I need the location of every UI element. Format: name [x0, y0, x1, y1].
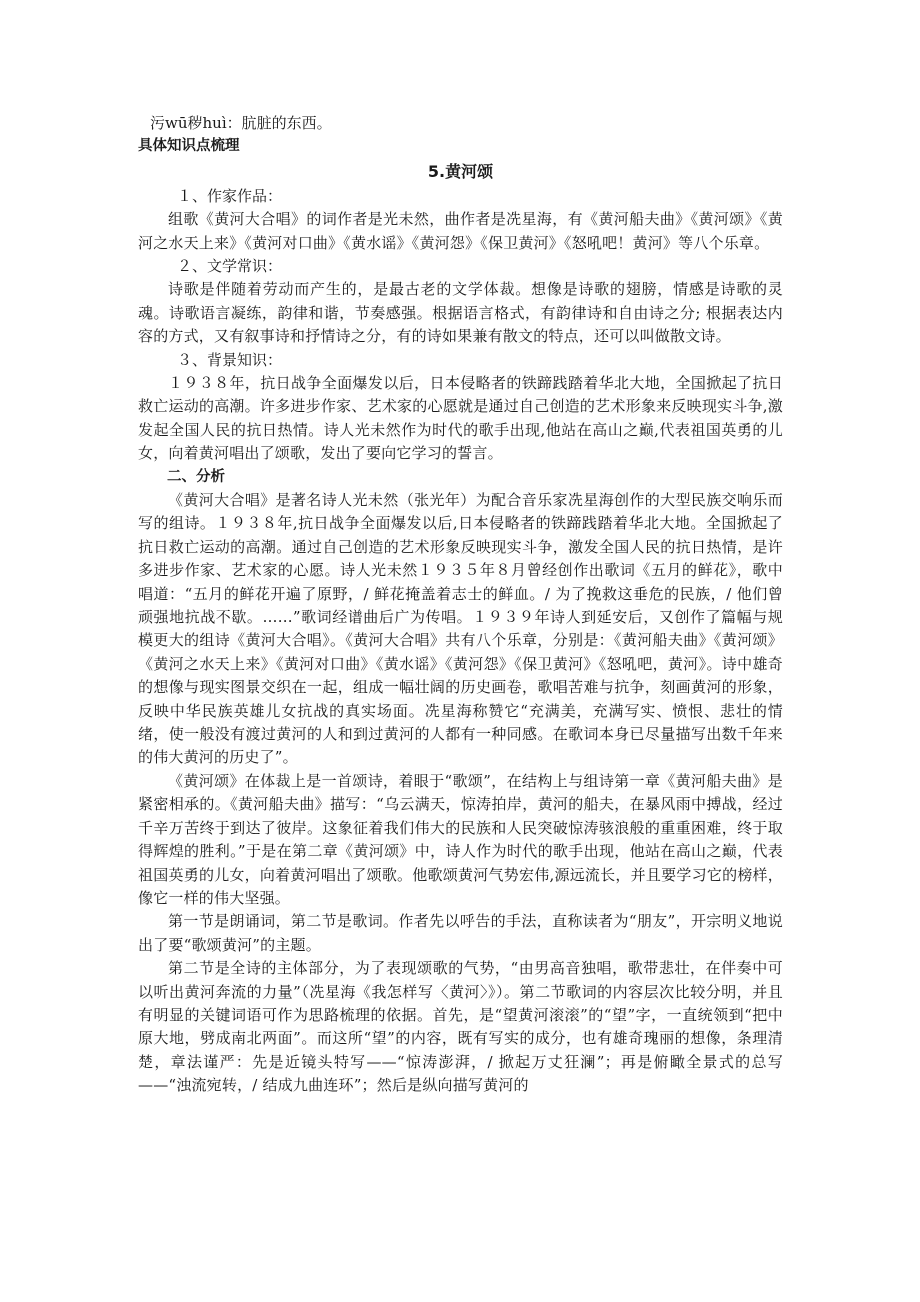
intro-line: 污wū秽huì：肮脏的东西。	[150, 114, 332, 132]
section-2-label: ２、文学常识：	[177, 256, 283, 275]
analysis-paragraph-3: 第一节是朗诵词，第二节是歌词。作者先以呼告的手法，直称读者为“朋友”，开宗明义地说出了要“歌颂黄河”的主题。	[138, 912, 783, 954]
knowledge-heading: 具体知识点梳理	[138, 138, 240, 155]
section-3-label: ３、背景知识：	[177, 350, 283, 369]
analysis-paragraph-1: 《黄河大合唱》是著名诗人光未然（张光年）为配合音乐家冼星海创作的大型民族交响乐而写的组诗。１９３８年,抗日战争全面爆发以后,日本侵略者的铁蹄践踏着华北大地。全国掀起了抗日救亡运动的高潮。通过自己创造的艺术形象反映现实斗争，激发全国人民的抗日热情，是许多进步作家、艺术家的心愿。诗人光未然１９３５年８月曾经创作出歌词《五月的鲜花》，歌中唱道：“五月的鲜花开遍了原野，/ 鲜花掩盖着志士的鲜血。/ 为了挽救这垂危的民族，/ 他们曾顽强地抗战不歇。……”歌词经谱曲后广为传唱。１９３９年诗人到延安后，又创作了篇幅与规模更大的组诗《黄河大合唱》。《黄河大合唱》共有八个乐章，分别是：《黄河船夫曲》《黄河颂》《黄河之水天上来》《黄河对口曲》《黄水谣》《黄河怨》《保卫黄河》《怒吼吧，黄河》。诗中雄奇的想像与现实图景交织在一起，组成一幅壮阔的历史画卷，歌唱苦难与抗争，刻画黄河的形象，反映中华民族英雄儿女抗战的真实场面。冼星海称赞它“充满美，充满写实、愤恨、悲壮的情绪，使一般没有渡过黄河的人和到过黄河的人都有一种同感。在歌词本身已尽量描写出数千年来的伟大黄河的历史了”。	[138, 491, 783, 767]
section-2-text: 诗歌是伴随着劳动而产生的，是最古老的文学体裁。想像是诗歌的翅膀，情感是诗歌的灵魂。诗歌语言凝练，韵律和谐，节奏感强。根据语言格式，有韵律诗和自由诗之分; 根据表达内容的方式，又有叙事诗和抒情诗之分，有的诗如果兼有散文的特点，还可以叫做散文诗。	[138, 280, 783, 346]
analysis-heading: 二、分析	[167, 468, 225, 485]
section-3-text: １９３８年，抗日战争全面爆发以后，日本侵略者的铁蹄践踏着华北大地，全国掀起了抗日救亡运动的高潮。许多进步作家、艺术家的心愿就是通过自己创造的艺术形象来反映现实斗争,激发起全国人民的抗日热情。诗人光未然作为时代的歌手出现,他站在高山之巅,代表祖国英勇的儿女，向着黄河唱出了颂歌，发出了要向它学习的誓言。	[138, 373, 783, 463]
analysis-paragraph-2: 《黄河颂》在体裁上是一首颂诗，着眼于“歌颂”，在结构上与组诗第一章《黄河船夫曲》是紧密相承的。《黄河船夫曲》描写：“乌云满天，惊涛拍岸，黄河的船夫，在暴风雨中搏战，经过千辛万苦终于到达了彼岸。这象征着我们伟大的民族和人民突破惊涛骇浪般的重重困难，终于取得辉煌的胜利。”于是在第二章《黄河颂》中，诗人作为时代的歌手出现，他站在高山之巅，代表祖国英勇的儿女，向着黄河唱出了颂歌。他歌颂黄河气势宏伟,源远流长，并且要学习它的榜样，像它一样的伟大坚强。	[138, 771, 783, 907]
section-1-text: 组歌《黄河大合唱》的词作者是光未然，曲作者是冼星海，有《黄河船夫曲》《黄河颂》《黄河之水天上来》《黄河对口曲》《黄水谣》《黄河怨》《保卫黄河》《怒吼吧！黄河》等八个乐章。	[138, 210, 783, 252]
document-page	[138, 112, 783, 1098]
section-1-label: １、作家作品：	[177, 186, 283, 205]
page-title: 5.黄河颂	[427, 161, 494, 181]
analysis-paragraph-4: 第二节是全诗的主体部分，为了表现颂歌的气势，“由男高音独唱，歌带悲壮，在伴奏中可以听出黄河奔流的力量”（冼星海《我怎样写〈黄河〉》）。第二节歌词的内容层次比较分明，并且有明显的关键词语可作为思路梳理的依据。首先，是“望黄河滚滚”的“望”字，一直统领到“把中原大地，劈成南北两面”。而这所“望”的内容，既有写实的成分，也有雄奇瑰丽的想像，条理清楚，章法谨严：先是近镜头特写——“惊涛澎湃，/ 掀起万丈狂澜”；再是俯瞰全景式的总写——“浊流宛转，/ 结成九曲连环”；然后是纵向描写黄河的	[138, 959, 783, 1095]
